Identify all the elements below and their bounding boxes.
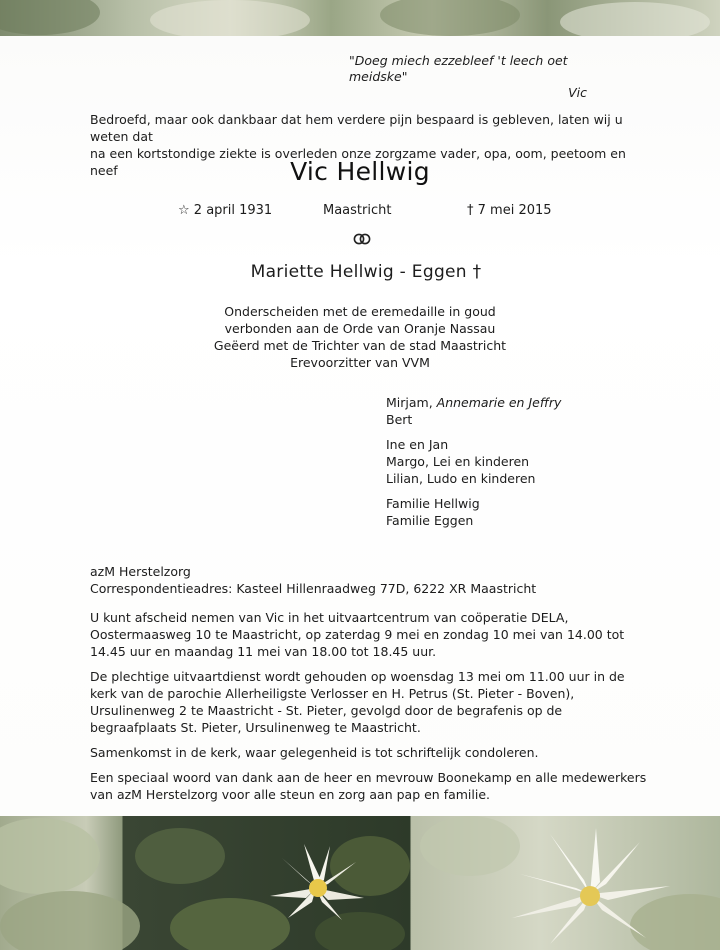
address-line: Correspondentieadres: Kasteel Hillenraadweg 77D, 6222 XR Maastricht bbox=[90, 581, 537, 596]
deceased-name: Vic Hellwig bbox=[290, 157, 430, 186]
family-line: Lilian, Ludo en kinderen bbox=[386, 471, 536, 486]
correspondence-block bbox=[90, 563, 650, 597]
honour-line: Onderscheiden met de eremedaille in goud bbox=[224, 304, 496, 319]
motto-quote bbox=[349, 53, 619, 101]
birth-place: Maastricht bbox=[323, 203, 392, 218]
intro-line: Bedroefd, maar ook dankbaar dat hem verdere pijn bespaard is gebleven, laten wij u weten dat bbox=[90, 112, 623, 144]
lily-pad-decoration bbox=[380, 0, 520, 36]
honour-line: Geëerd met de Trichter van de stad Maastricht bbox=[213, 338, 507, 353]
honour-line: verbonden aan de Orde van Oranje Nassau bbox=[224, 321, 496, 336]
service-paragraph: De plechtige uitvaartdienst wordt gehouden op woensdag 13 mei om 11.00 uur in de kerk van de parochie Allerheiligste Verlosser en H. Petrus (St. Pieter - Boven), Ursulinenweg 2 te Maastricht - St. Pieter, gevolgd door de begrafenis op de begraafplaats St. Pieter, Ursulinenweg te Maastricht. bbox=[90, 669, 625, 735]
viewing-paragraph: U kunt afscheid nemen van Vic in het uitvaartcentrum van coöperatie DELA, Oostermaasweg 10 te Maastricht, op zaterdag 9 mei en zondag 10 mei van 14.00 tot 14.45 uur en maandag 11 mei van 18.00 tot 18.45 uur. bbox=[90, 610, 625, 659]
lily-pad-decoration bbox=[560, 2, 710, 36]
funeral-information bbox=[90, 563, 650, 811]
motto-author: Vic bbox=[568, 85, 587, 100]
bottom-water-lily-banner bbox=[0, 816, 720, 950]
family-line: Familie Eggen bbox=[386, 513, 474, 528]
family-member-italic: Annemarie en Jeffry bbox=[436, 395, 562, 410]
motto-text: "Doeg miech ezzebleef 't leech oet meidske" bbox=[349, 53, 568, 84]
family-group bbox=[386, 495, 626, 529]
family-list bbox=[386, 394, 626, 537]
family-member: Mirjam, bbox=[386, 395, 437, 410]
water-lily-icon bbox=[0, 816, 720, 950]
spouse-name: Mariette Hellwig - Eggen † bbox=[250, 262, 482, 282]
lily-pad-decoration bbox=[150, 0, 310, 36]
family-line: Margo, Lei en kinderen bbox=[386, 454, 530, 469]
family-group bbox=[386, 436, 626, 487]
wedding-rings-icon bbox=[352, 232, 372, 246]
honour-line: Erevoorzitter van VVM bbox=[290, 355, 430, 370]
death-date: † 7 mei 2015 bbox=[467, 203, 552, 218]
family-line: Familie Hellwig bbox=[386, 496, 480, 511]
family-group bbox=[386, 394, 626, 428]
family-line: Ine en Jan bbox=[386, 437, 449, 452]
lily-pad-decoration bbox=[0, 0, 100, 35]
intro-line: na een kortstondige ziekte is overleden onze zorgzame vader, opa, oom, peetoom en neef bbox=[90, 146, 626, 178]
gathering-paragraph: Samenkomst in de kerk, waar gelegenheid is tot schriftelijk condoleren. bbox=[90, 745, 539, 760]
top-water-lily-banner bbox=[0, 0, 720, 36]
thanks-paragraph: Een speciaal woord van dank aan de heer en mevrouw Boonekamp en alle medewerkers van azM Herstelzorg voor alle steun en zorg aan pap en familie. bbox=[90, 770, 647, 802]
honours-list bbox=[180, 303, 540, 371]
location-line: azM Herstelzorg bbox=[90, 564, 191, 579]
family-line bbox=[386, 394, 626, 411]
family-line: Bert bbox=[386, 412, 413, 427]
birth-date: ☆ 2 april 1931 bbox=[178, 203, 273, 218]
